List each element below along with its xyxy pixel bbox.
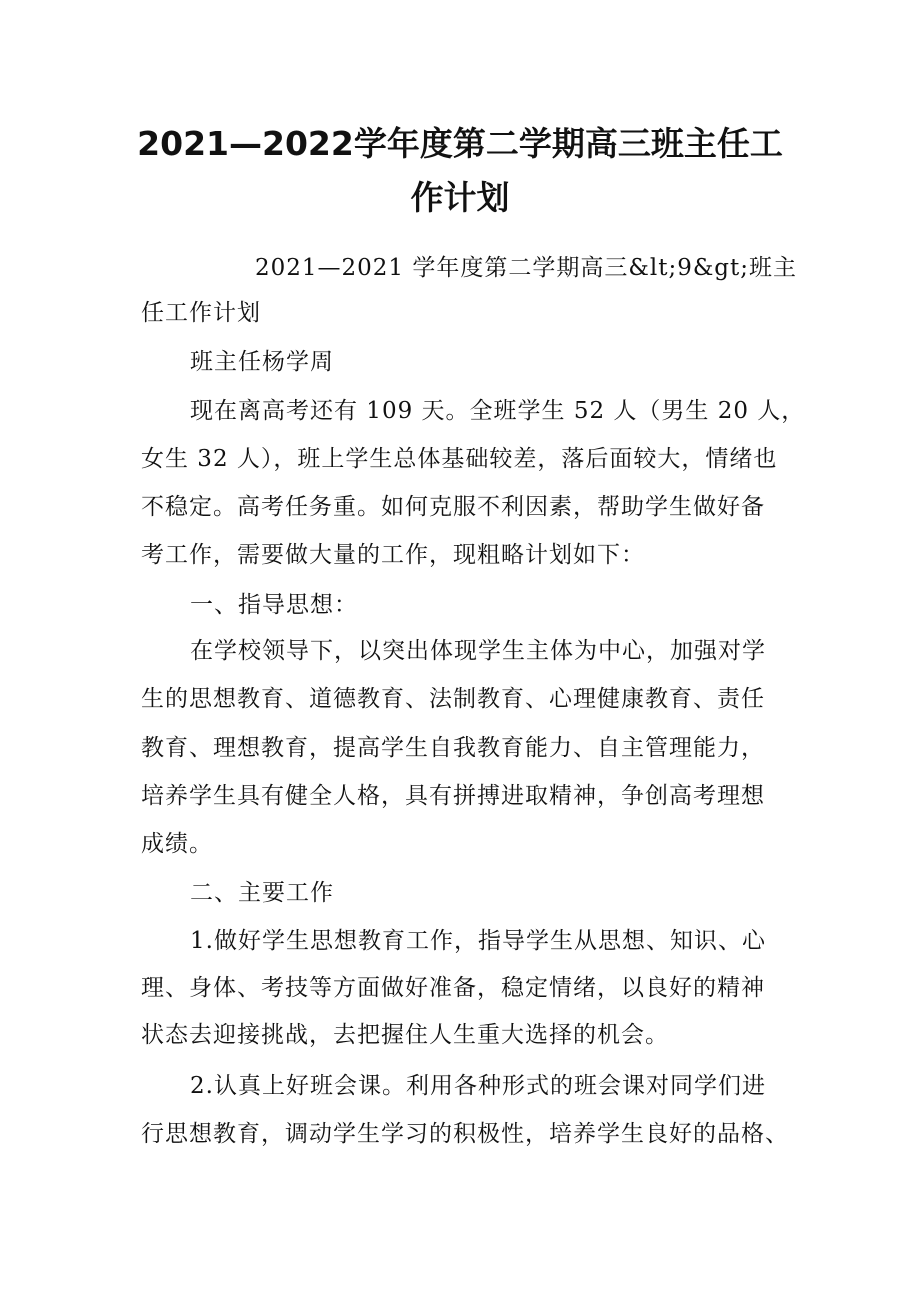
paragraph-line: 成绩。	[141, 831, 213, 857]
paragraph-line: 理、身体、考技等方面做好准备，稳定情绪，以良好的精神	[141, 975, 765, 1001]
subtitle-line-1: 2021—2021 学年度第二学期高三&lt;9&gt;班主	[255, 255, 798, 281]
paragraph-line: 状态去迎接挑战，去把握住人生重大选择的机会。	[141, 1022, 669, 1048]
document-title-line-2: 作计划	[410, 178, 510, 217]
section-heading-2: 二、主要工作	[190, 880, 334, 906]
paragraph-line: 在学校领导下，以突出体现学生主体为中心，加强对学	[190, 638, 766, 664]
subtitle-line-2: 任工作计划	[141, 300, 261, 326]
author-line: 班主任杨学周	[190, 349, 334, 375]
paragraph-line: 考工作，需要做大量的工作，现粗略计划如下：	[141, 542, 645, 568]
paragraph-line: 培养学生具有健全人格，具有拼搏进取精神，争创高考理想	[141, 783, 765, 809]
section-heading-1: 一、指导思想：	[190, 592, 358, 618]
paragraph-line: 女生 32 人），班上学生总体基础较差，落后面较大，情绪也	[141, 446, 778, 472]
paragraph-line: 行思想教育，调动学生学习的积极性，培养学生良好的品格、	[141, 1121, 789, 1147]
paragraph-line: 2.认真上好班会课。利用各种形式的班会课对同学们进	[190, 1073, 766, 1099]
paragraph-line: 教育、理想教育，提高学生自我教育能力、自主管理能力，	[141, 735, 765, 761]
paragraph-line: 现在离高考还有 109 天。全班学生 52 人（男生 20 人，	[190, 398, 806, 424]
paragraph-line: 1.做好学生思想教育工作，指导学生从思想、知识、心	[190, 928, 766, 954]
document-title-line-1: 2021—2022学年度第二学期高三班主任工	[137, 124, 783, 163]
paragraph-line: 生的思想教育、道德教育、法制教育、心理健康教育、责任	[141, 686, 765, 712]
paragraph-line: 不稳定。高考任务重。如何克服不利因素，帮助学生做好备	[141, 494, 765, 520]
